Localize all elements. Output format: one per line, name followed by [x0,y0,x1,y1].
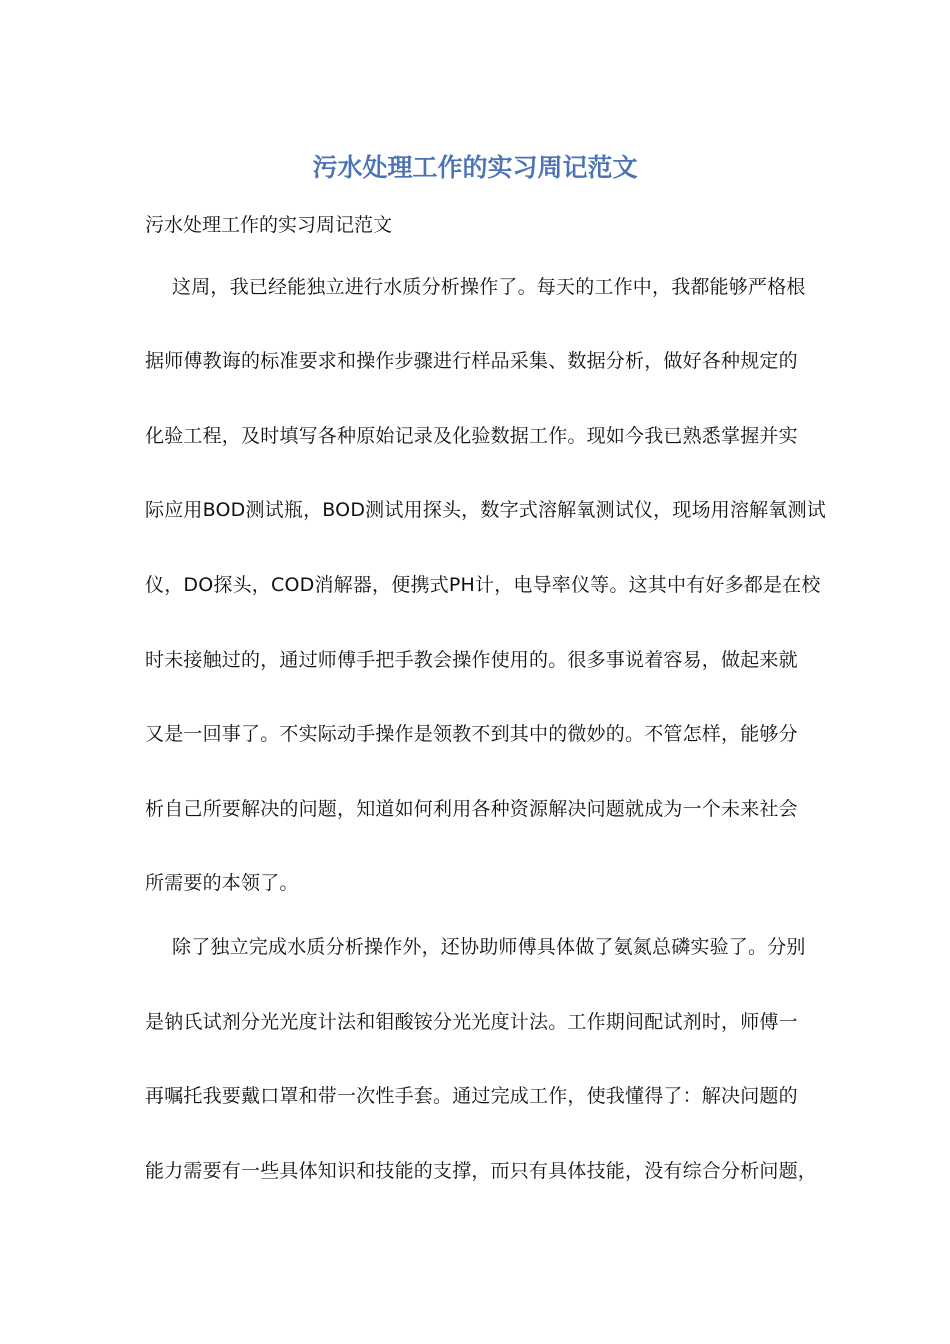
paragraph-2-line-1: 除了独立完成水质分析操作外，还协助师傅具体做了氨氮总磷实验了。分别 [172,936,806,958]
page-title: 污水处理工作的实习周记范文 [312,153,638,182]
paragraph-2-line-2: 是钠氏试剂分光光度计法和钼酸铵分光光度计法。工作期间配试剂时，师傅一 [145,1011,798,1033]
paragraph-1-line-3: 化验工程，及时填写各种原始记录及化验数据工作。现如今我已熟悉掌握并实 [145,425,798,447]
paragraph-2-line-4: 能力需要有一些具体知识和技能的支撑，而只有具体技能，没有综合分析问题， [145,1160,818,1182]
paragraph-1-line-8: 析自己所要解决的问题，知道如何利用各种资源解决问题就成为一个未来社会 [145,798,798,820]
paragraph-1-line-6: 时未接触过的，通过师傅手把手教会操作使用的。很多事说着容易，做起来就 [145,649,798,671]
paragraph-1-line-9: 所需要的本领了。 [145,872,299,894]
paragraph-1-line-7: 又是一回事了。不实际动手操作是领教不到其中的微妙的。不管怎样，能够分 [145,723,798,745]
paragraph-1-line-4: 际应用BOD测试瓶，BOD测试用探头，数字式溶解氧测试仪，现场用溶解氧测试 [145,499,826,521]
paragraph-1-line-1: 这周，我已经能独立进行水质分析操作了。每天的工作中，我都能够严格根 [172,276,806,298]
paragraph-1-line-2: 据师傅教诲的标准要求和操作步骤进行样品采集、数据分析，做好各种规定的 [145,350,798,372]
document-subtitle: 污水处理工作的实习周记范文 [145,214,393,236]
paragraph-1-line-5: 仪，DO探头，COD消解器，便携式PH计，电导率仪等。这其中有好多都是在校 [145,574,821,596]
paragraph-2-line-3: 再嘱托我要戴口罩和带一次性手套。通过完成工作，使我懂得了：解决问题的 [145,1085,798,1107]
